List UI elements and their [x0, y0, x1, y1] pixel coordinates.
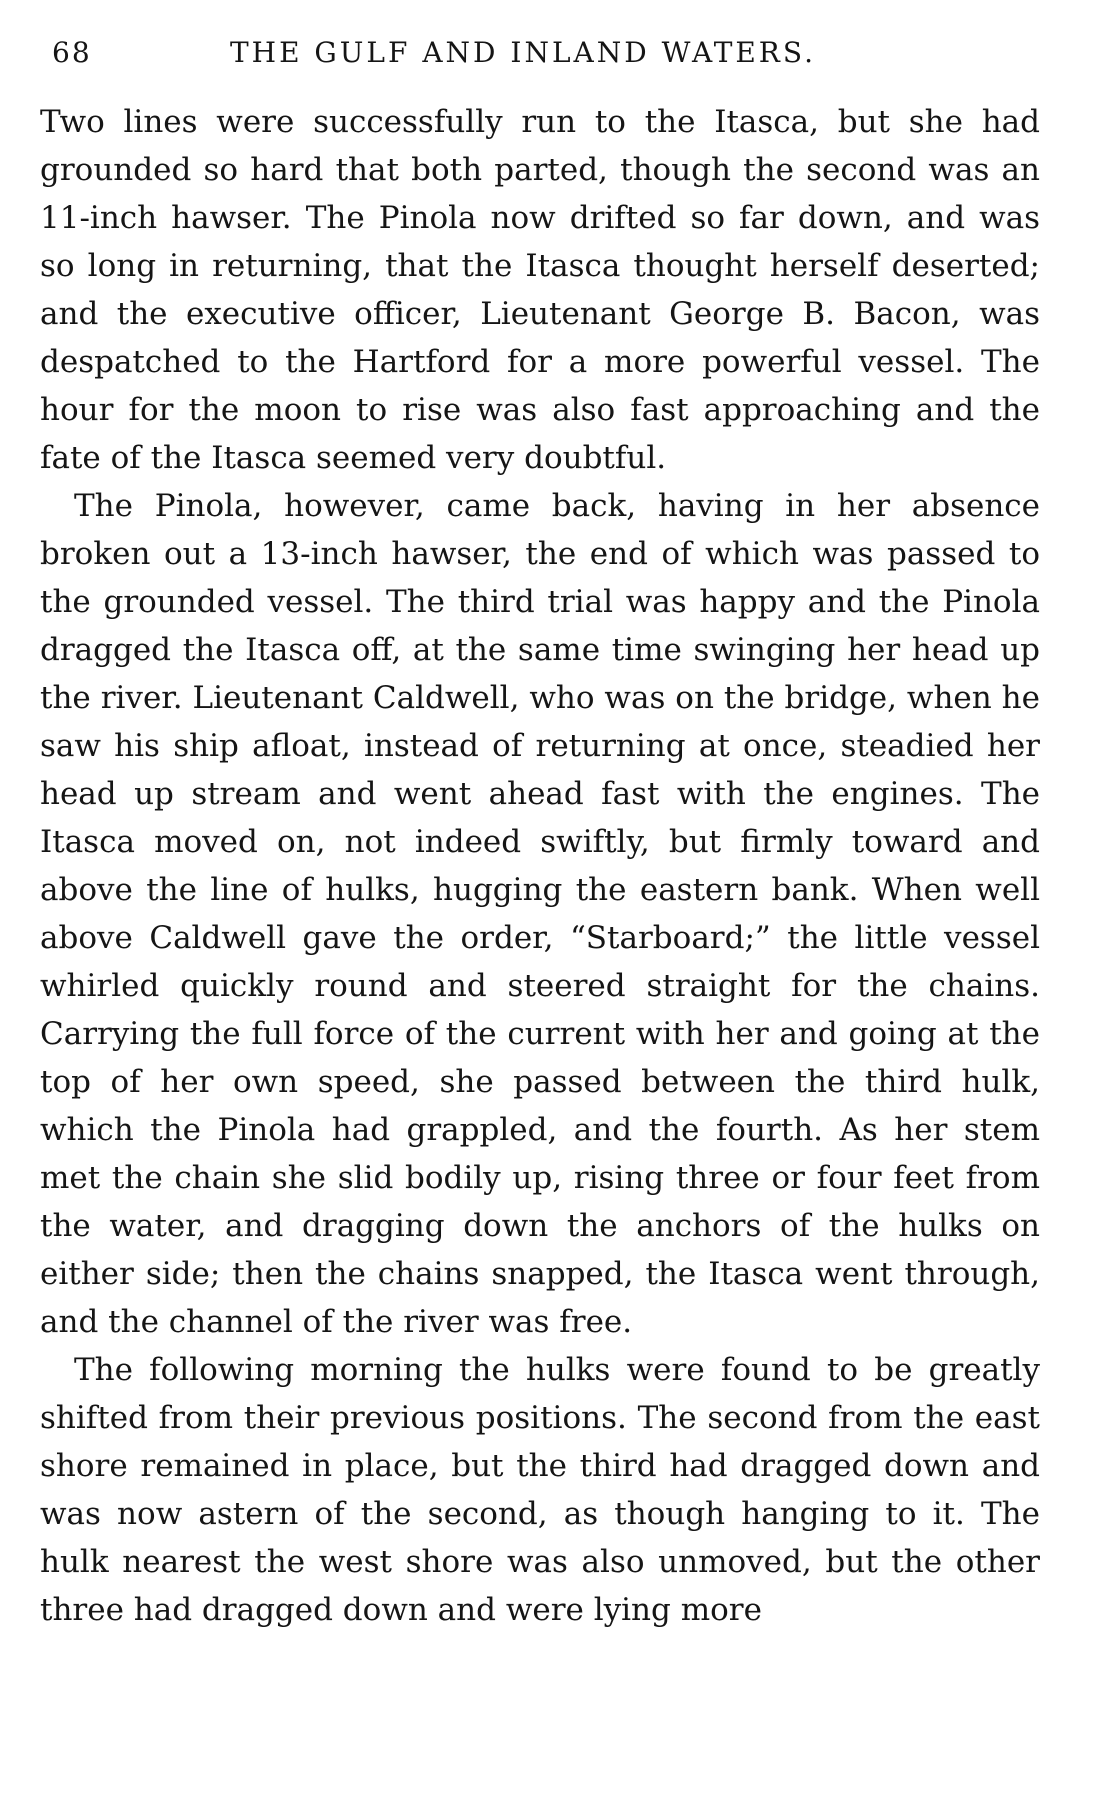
page-number: 68: [52, 36, 92, 69]
paragraph-3: The following morning the hulks were found to be greatly shifted from their previous positions. The second from the east shore remained in place, but the third had dragged down and was now astern of the second, as though hanging to it. The hulk nearest the west shore was also unmoved, but the other three had dragged down and were lying more: [40, 1352, 1040, 1628]
running-header: [40, 36, 1040, 88]
paragraph-1: Two lines were successfully run to the Itasca, but she had grounded so hard that both parted, though the second was an 11-inch hawser. The Pinola now drifted so far down, and was so long in returning, that the Itasca thought herself deserted; and the executive officer, Lieutenant George B. Bacon, was despatched to the Hartford for a more powerful vessel. The hour for the moon to rise was also fast approaching and the fate of the Itasca seemed very doubtful.: [40, 104, 1040, 476]
body-text: [40, 98, 1040, 1634]
running-title: THE GULF AND INLAND WATERS.: [230, 36, 816, 69]
paragraph-2: The Pinola, however, came back, having in her absence broken out a 13-inch hawser, the end of which was passed to the grounded vessel. The third trial was happy and the Pinola dragged the Itasca off, at the same time swinging her head up the river. Lieutenant Caldwell, who was on the bridge, when he saw his ship afloat, instead of returning at once, steadied her head up stream and went ahead fast with the engines. The Itasca moved on, not indeed swiftly, but firmly toward and above the line of hulks, hugging the eastern bank. When well above Caldwell gave the order, “Starboard;” the little vessel whirled quickly round and steered straight for the chains. Carrying the full force of the current with her and going at the top of her own speed, she passed between the third hulk, which the Pinola had grappled, and the fourth. As her stem met the chain she slid bodily up, rising three or four feet from the water, and dragging down the anchors of the hulks on either side; then the chains snapped, the Itasca went through, and the channel of the river was free.: [40, 488, 1040, 1340]
book-page: [40, 36, 1040, 1634]
